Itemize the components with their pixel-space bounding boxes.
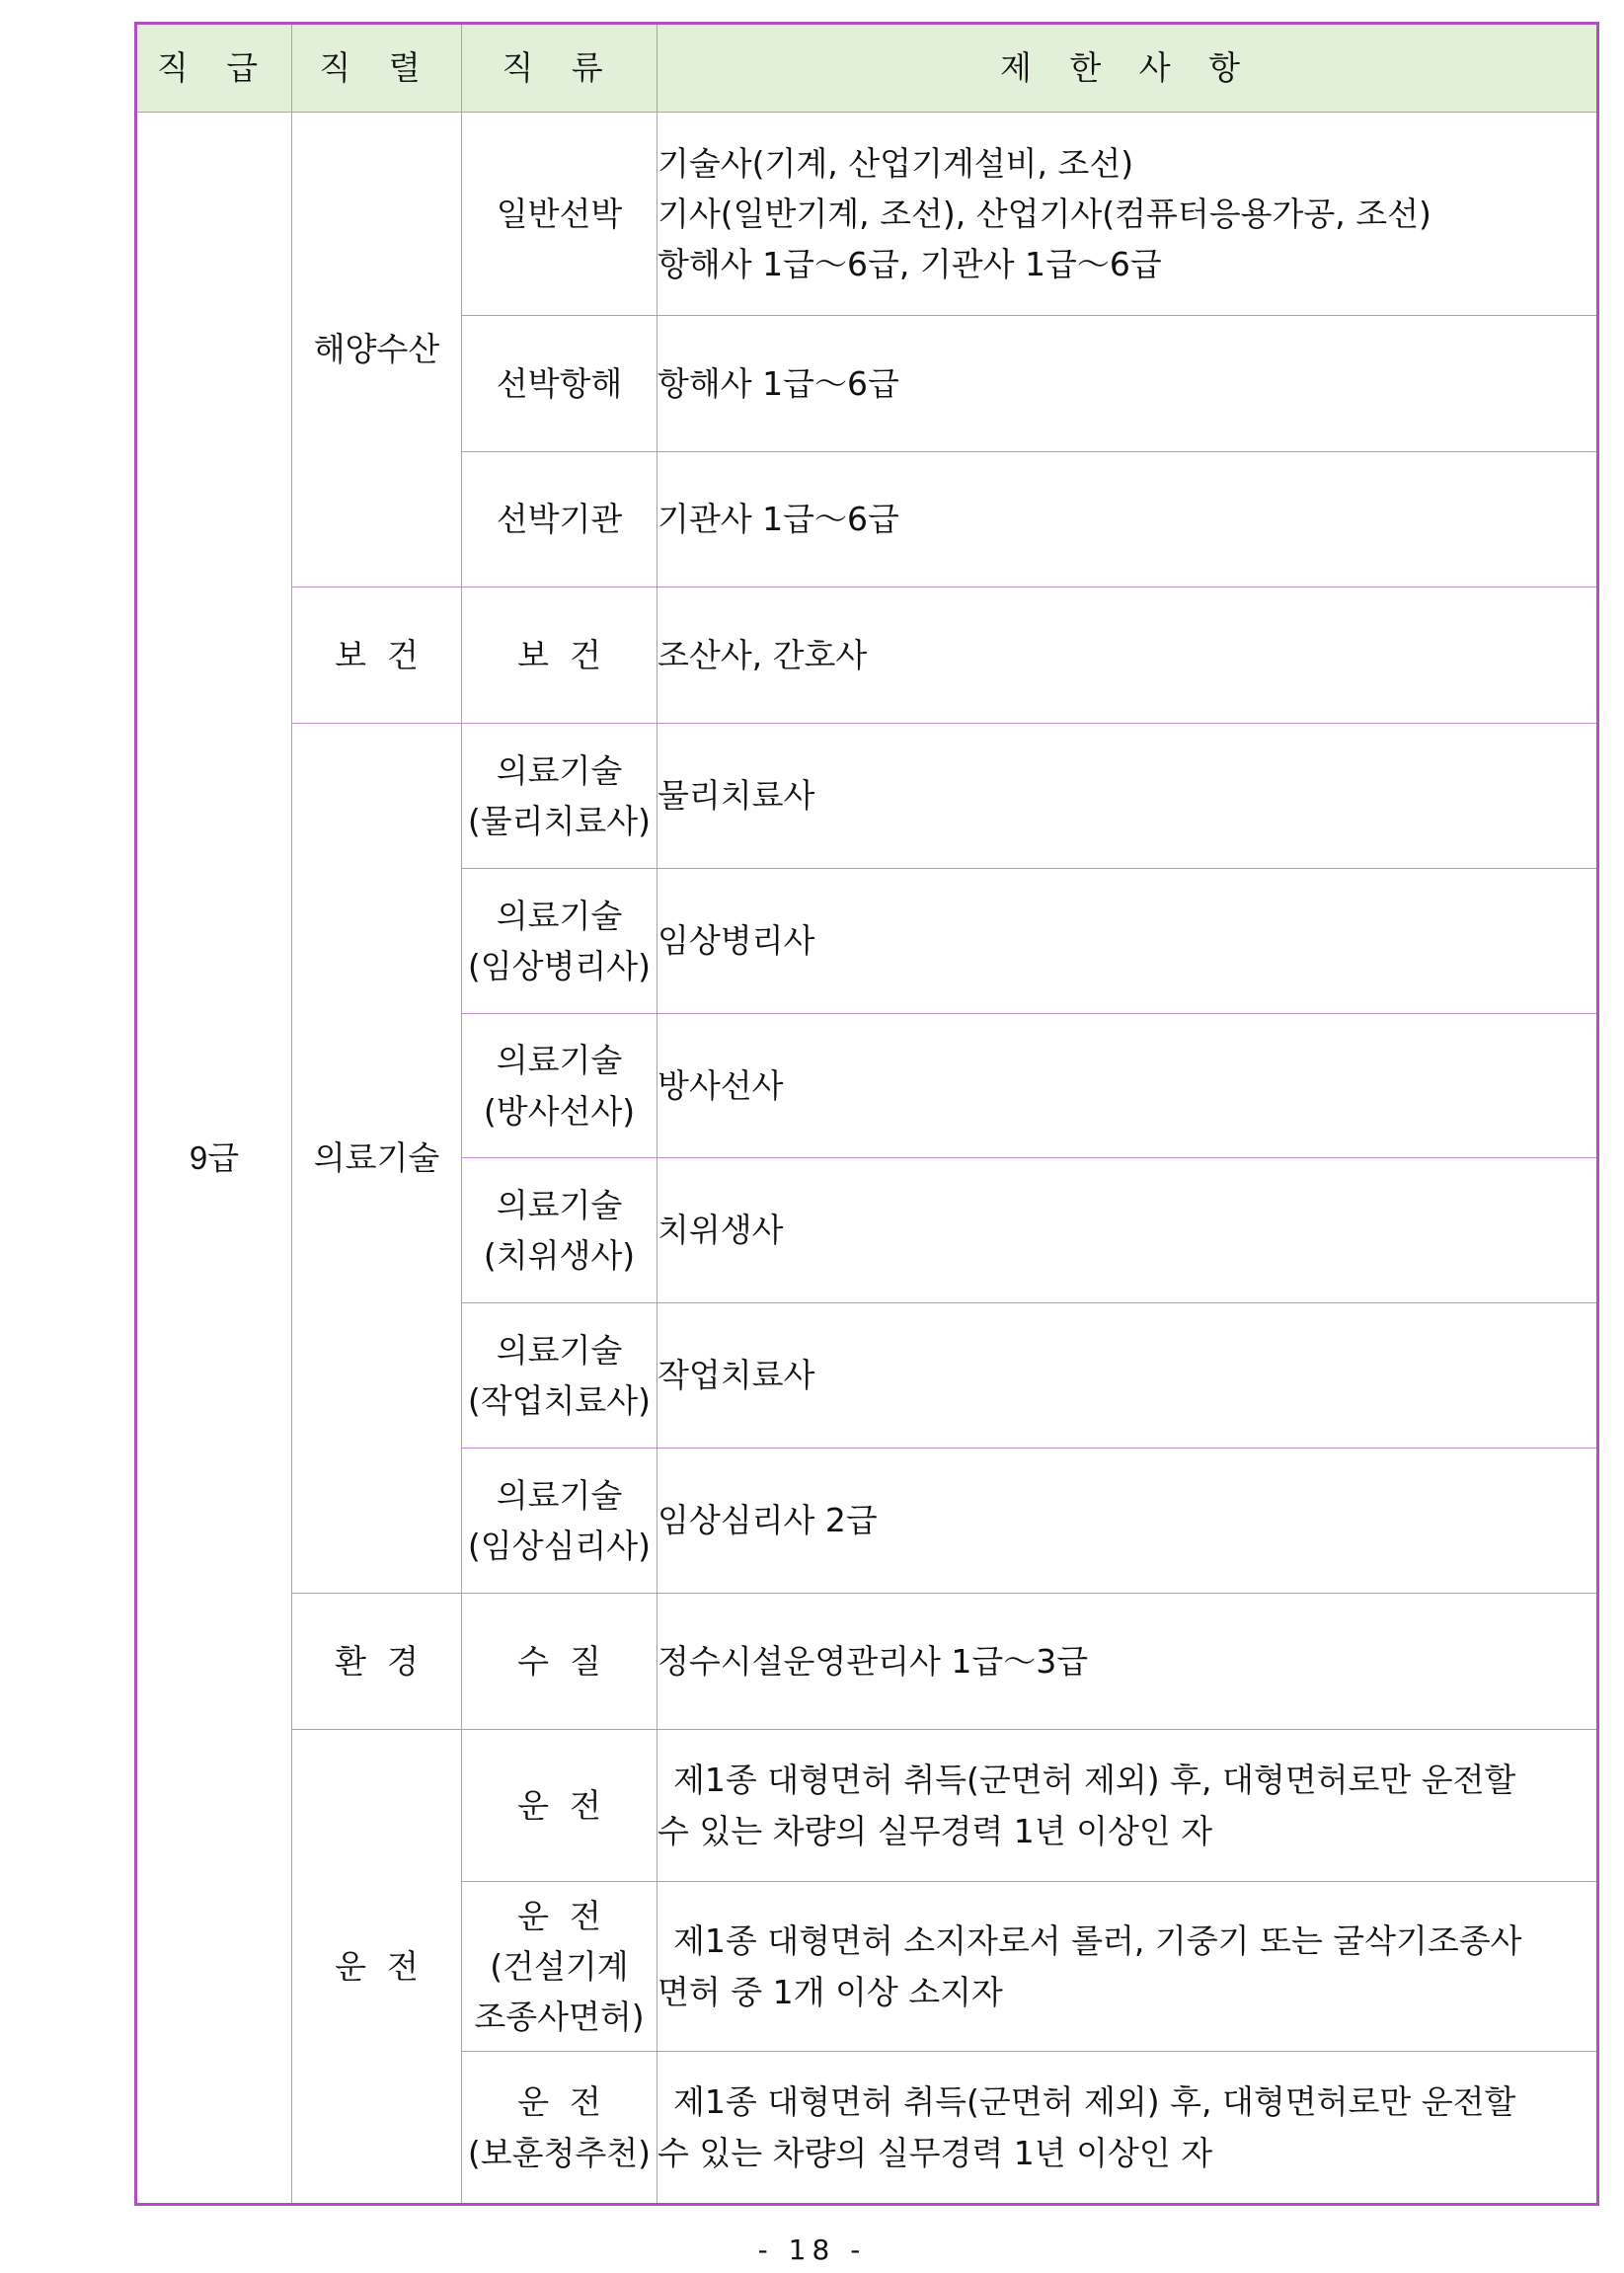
class-label: 선박항해 [496, 363, 623, 403]
series-cell: 환 경 [292, 1594, 462, 1730]
class-label: (방사선사) [483, 1091, 636, 1131]
restriction-text: 수 있는 차량의 실무경력 1년 이상인 자 [657, 1811, 1213, 1850]
class-label: (물리치료사) [467, 802, 652, 840]
class-cell [462, 1303, 657, 1449]
restriction-text: 치위생사 [657, 1211, 784, 1250]
class-label: (임상병리사) [467, 947, 652, 985]
series-cell: 보 건 [292, 588, 462, 724]
class-label: 보 건 [517, 635, 601, 674]
restriction-text: 면허 중 1개 이상 소지자 [657, 1972, 1003, 2011]
restriction-text: 항해사 1급～6급, 기관사 1급～6급 [657, 245, 1162, 284]
series-cell: 해양수산 [292, 113, 462, 588]
class-label: 의료기술 [496, 896, 623, 935]
restriction-text: 제1종 대형면허 취득(군면허 제외) 후, 대형면허로만 운전할 [673, 1761, 1516, 1800]
header-restriction: 제 한 사 항 [657, 24, 1598, 113]
class-label: 일반선박 [496, 194, 623, 233]
restriction-text: 물리치료사 [657, 776, 815, 816]
restrictions-table [134, 22, 1599, 2206]
class-label: 운 전 [517, 1785, 601, 1825]
restriction-text: 수 있는 차량의 실무경력 1년 이상인 자 [657, 2133, 1213, 2172]
series-cell: 의료기술 [292, 724, 462, 1594]
series-cell: 운 전 [292, 1730, 462, 2205]
class-label: (치위생사) [483, 1236, 636, 1275]
class-label: 운 전 [517, 1896, 601, 1935]
table-header-row [136, 24, 1598, 113]
header-series: 직 렬 [292, 24, 462, 113]
restriction-text: 기사(일반기계, 조선), 산업기사(컴퓨터응용가공, 조선) [657, 194, 1431, 233]
table-row [136, 588, 1598, 724]
restriction-cell [657, 1158, 1598, 1303]
header-class: 직 류 [462, 24, 657, 113]
restriction-text: 임상병리사 [657, 921, 815, 961]
restriction-cell [657, 113, 1598, 316]
class-label: (작업치료사) [467, 1381, 652, 1420]
class-cell [462, 452, 657, 588]
table-row [136, 1594, 1598, 1730]
class-label: 운 전 [517, 2082, 601, 2122]
restriction-cell [657, 869, 1598, 1014]
class-label: (임상심리사) [467, 1527, 652, 1565]
restriction-text: 조산사, 간호사 [657, 635, 868, 674]
class-label: 의료기술 [496, 1475, 623, 1515]
class-label: 수 질 [517, 1641, 601, 1681]
table-row [136, 724, 1598, 869]
class-cell [462, 316, 657, 452]
class-label: 의료기술 [496, 1330, 623, 1370]
restriction-text: 기술사(기계, 산업기계설비, 조선) [657, 143, 1134, 183]
class-cell [462, 1594, 657, 1730]
class-cell [462, 1014, 657, 1158]
class-cell [462, 724, 657, 869]
class-cell [462, 113, 657, 316]
restriction-cell [657, 1594, 1598, 1730]
restriction-cell [657, 2052, 1598, 2205]
class-cell [462, 2052, 657, 2205]
class-label: 의료기술 [496, 1185, 623, 1224]
class-label: 조종사면허) [474, 1998, 645, 2037]
table-row [136, 113, 1598, 316]
restriction-cell [657, 1882, 1598, 2052]
restriction-text: 정수시설운영관리사 1급～3급 [657, 1641, 1089, 1681]
restriction-cell [657, 452, 1598, 588]
class-label: (건설기계 [490, 1946, 629, 1986]
restriction-text: 기관사 1급～6급 [657, 500, 899, 539]
grade-cell: 9급 [136, 113, 292, 2205]
restriction-cell [657, 588, 1598, 724]
class-cell [462, 1158, 657, 1303]
class-label: (보훈청추천) [467, 2133, 652, 2172]
class-cell [462, 1730, 657, 1882]
class-cell [462, 1449, 657, 1594]
restriction-cell [657, 1014, 1598, 1158]
header-grade: 직 급 [136, 24, 292, 113]
page-number: - 18 - [757, 2234, 867, 2266]
restriction-text: 임상심리사 2급 [657, 1501, 878, 1540]
class-label: 의료기술 [496, 750, 623, 790]
class-cell [462, 869, 657, 1014]
restriction-cell [657, 1449, 1598, 1594]
class-cell [462, 588, 657, 724]
restriction-cell [657, 1730, 1598, 1882]
restriction-cell [657, 1303, 1598, 1449]
class-label: 의료기술 [496, 1041, 623, 1080]
restriction-text: 제1종 대형면허 취득(군면허 제외) 후, 대형면허로만 운전할 [673, 2082, 1516, 2122]
class-label: 선박기관 [496, 500, 623, 539]
restriction-text: 방사선사 [657, 1065, 784, 1105]
table-row [136, 1730, 1598, 1882]
class-cell [462, 1882, 657, 2052]
restriction-cell [657, 724, 1598, 869]
table-body [136, 113, 1598, 2205]
restriction-cell [657, 316, 1598, 452]
restriction-text: 제1종 대형면허 소지자로서 롤러, 기중기 또는 굴삭기조종사 [673, 1921, 1522, 1961]
restriction-text: 항해사 1급～6급 [657, 363, 899, 403]
restriction-text: 작업치료사 [657, 1356, 815, 1395]
